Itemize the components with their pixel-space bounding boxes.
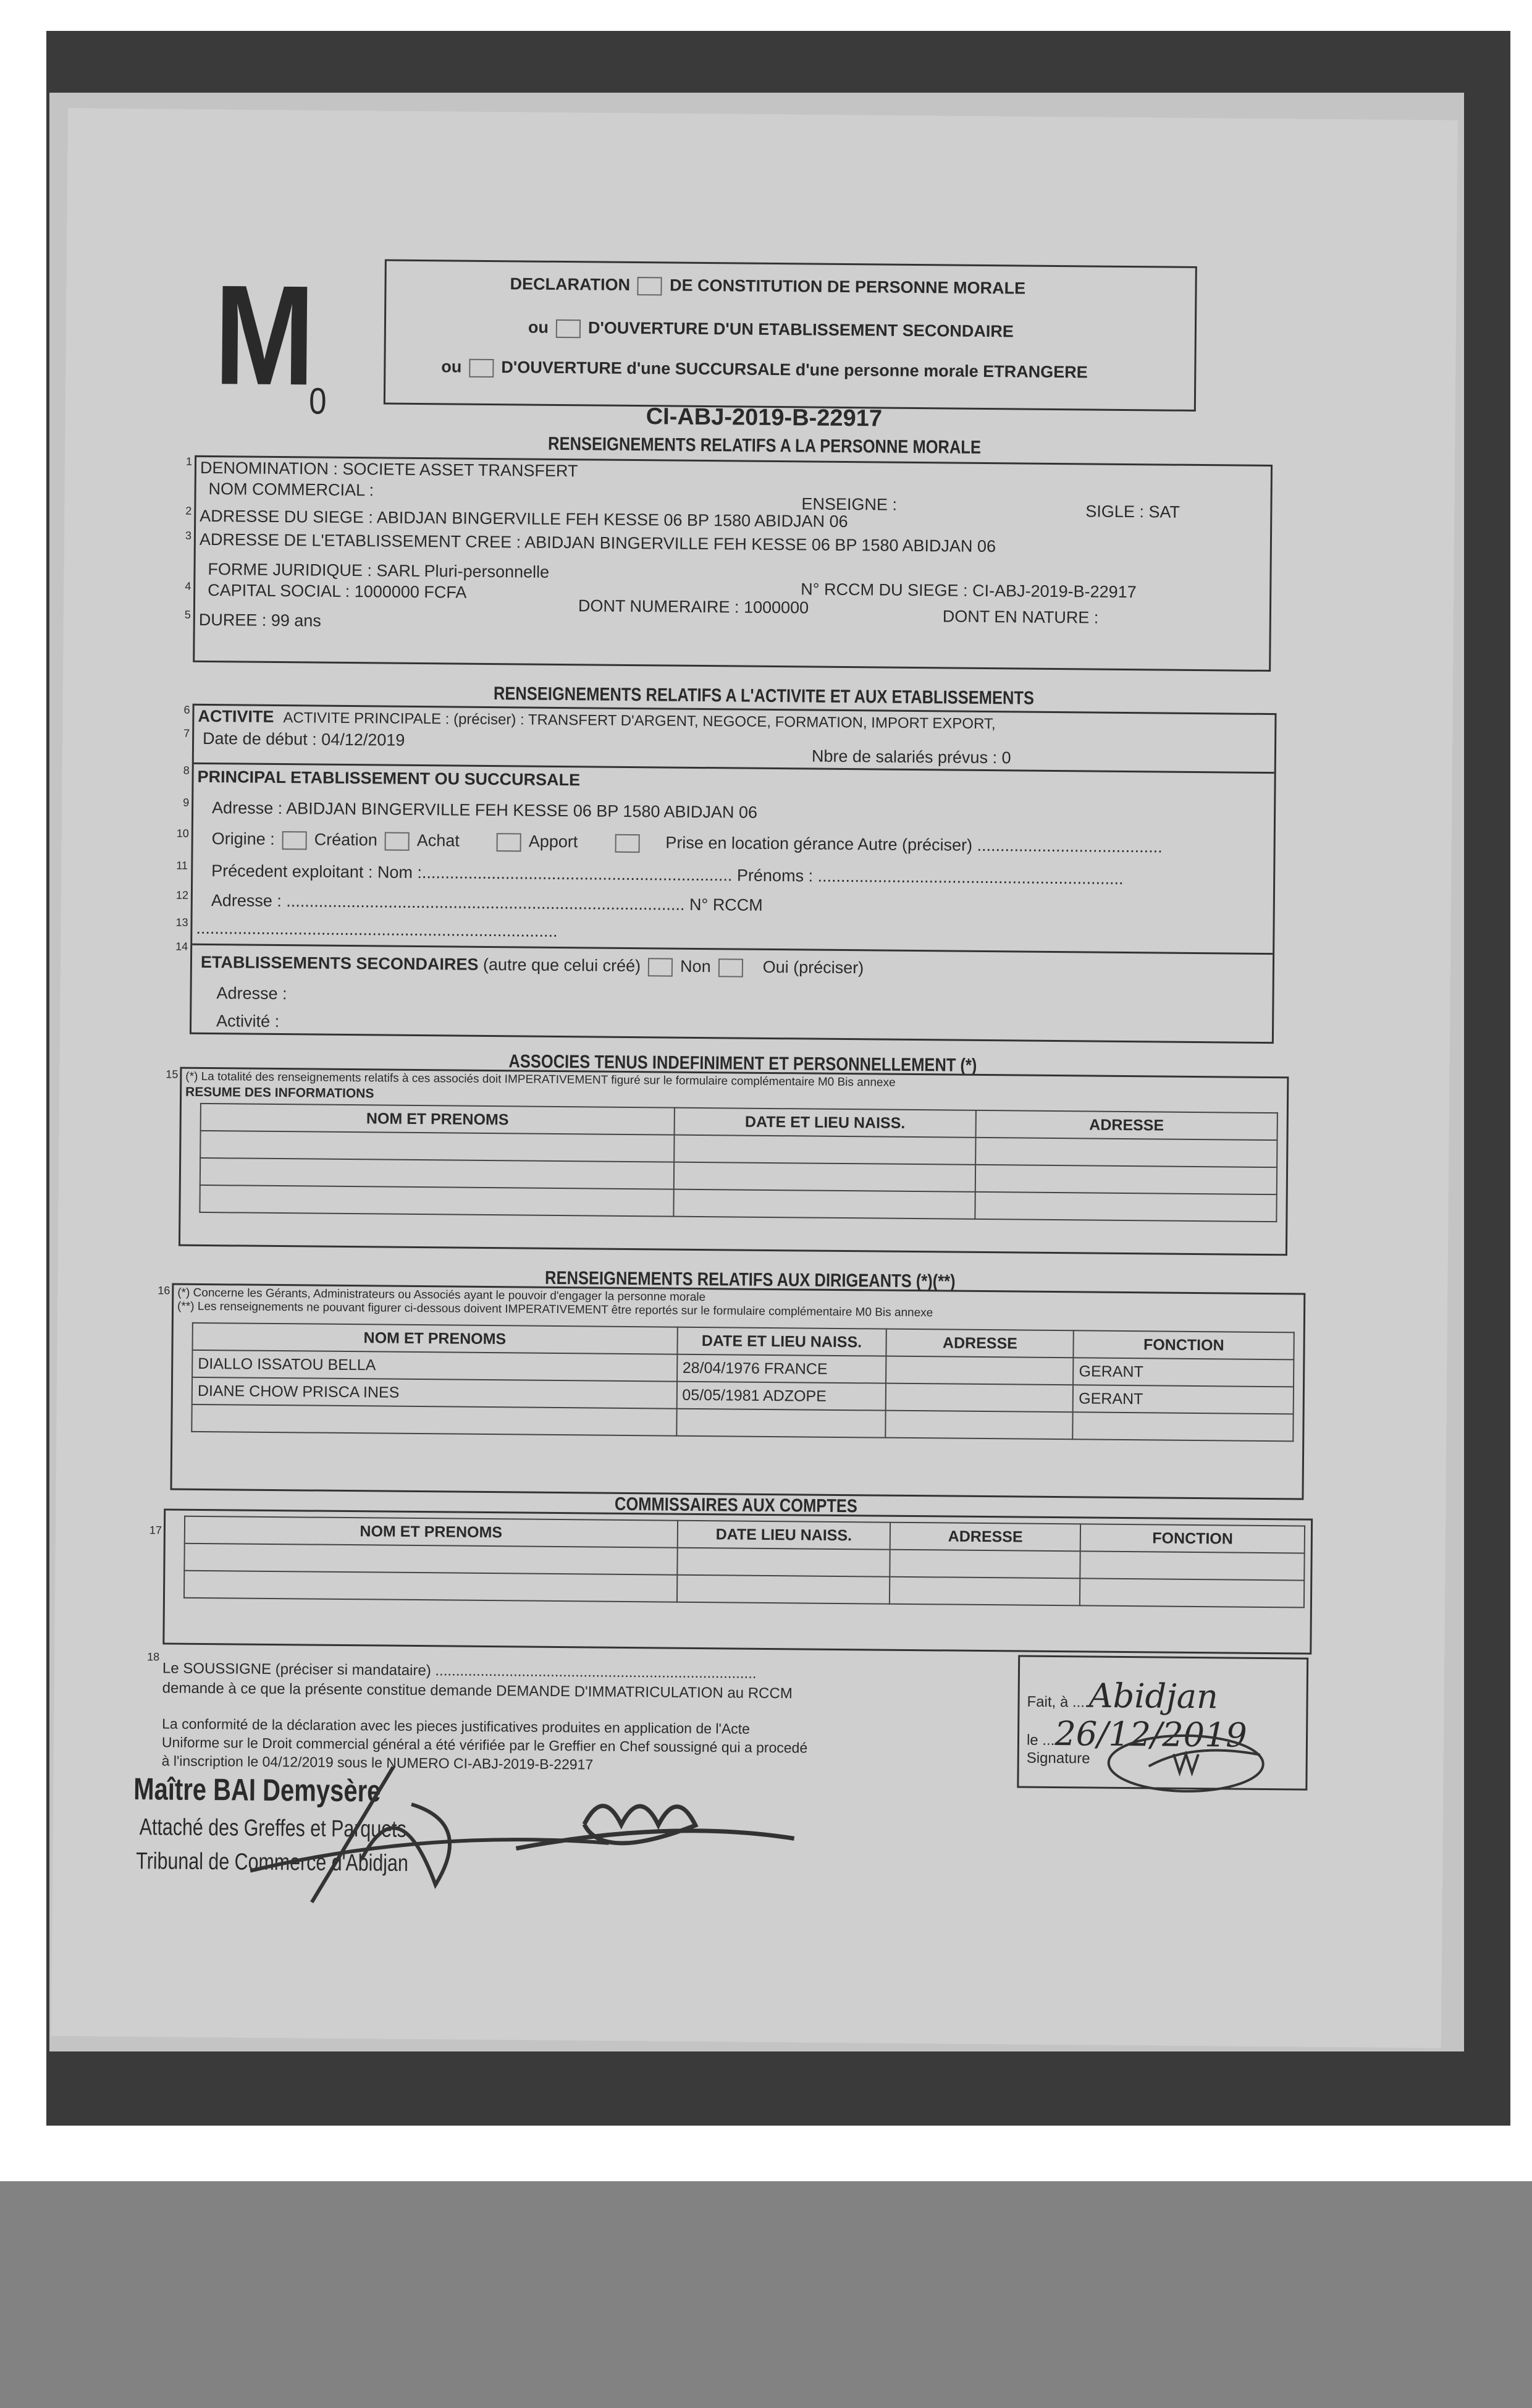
column-header: FONCTION [1080, 1524, 1305, 1553]
conformite-line-3: à l'inscription le 04/12/2019 sous le NUMERO CI-ABJ-2019-B-22917 [161, 1752, 594, 1773]
precedent-exploitant: Précedent exploitant : Nom :................................................................... Prénoms : .................................................................. [211, 861, 1124, 888]
checkbox-creation[interactable] [385, 832, 410, 850]
line-13: .............................................................................. [196, 918, 558, 940]
registrar-stamp-name: Maître BAI Demysère [133, 1772, 381, 1809]
origine-label: Origine : [211, 829, 275, 848]
line-number: 1 [185, 455, 193, 468]
duree: DUREE : 99 ans [198, 610, 322, 630]
signature-label: Signature [1026, 1749, 1090, 1767]
oui-label: Oui (préciser) [762, 957, 864, 978]
line-number: 18 [147, 1650, 160, 1663]
non-label: Non [680, 957, 711, 976]
capital-social: CAPITAL SOCIAL : 1000000 FCFA [208, 581, 467, 602]
checkbox-non[interactable] [718, 958, 743, 977]
date-debut: Date de début : 04/12/2019 [202, 729, 405, 750]
section-title-associes: ASSOCIES TENUS INDEFINIMENT ET PERSONNELLEMENT (*) [508, 1051, 977, 1076]
dont-nature: DONT EN NATURE : [942, 607, 1099, 627]
checkbox-constitution[interactable] [638, 277, 662, 295]
line-number: 10 [176, 827, 189, 840]
option-succursale: D'OUVERTURE d'une SUCCURSALE d'une personne morale ETRANGERE [501, 358, 1088, 382]
creation-label: Création [314, 830, 377, 850]
or-label: ou [528, 318, 549, 337]
line-number: 13 [175, 916, 188, 929]
checkbox-secondaires[interactable] [648, 958, 673, 976]
applicant-signature-icon [1099, 1729, 1285, 1799]
dirigeants-table [191, 1322, 1294, 1442]
prise-location-gerance: Prise en location gérance Autre (préciser) ........................................ [665, 833, 1163, 856]
checkbox-origine[interactable] [282, 831, 307, 850]
column-header: ADRESSE [975, 1110, 1277, 1140]
checkbox-achat[interactable] [497, 833, 521, 851]
commissaires-box [162, 1508, 1313, 1654]
line-number: 5 [184, 608, 191, 621]
salaries-prevus: Nbre de salariés prévus : 0 [811, 746, 1011, 767]
line-number: 11 [176, 859, 188, 872]
reference-number: CI-ABJ-2019-B-22917 [646, 403, 883, 432]
principal-adresse: Adresse : ABIDJAN BINGERVILLE FEH KESSE 06 BP 1580 ABIDJAN 06 [211, 798, 758, 822]
activite-label: ACTIVITE [198, 706, 274, 726]
checkbox-succursale[interactable] [469, 359, 494, 378]
adresse-siege: ADRESSE DU SIEGE : ABIDJAN BINGERVILLE FEH KESSE 06 BP 1580 ABIDJAN 06 [200, 506, 848, 531]
achat-label: Achat [416, 830, 460, 850]
section-title-personne-morale: RENSEIGNEMENTS RELATIFS A LA PERSONNE MORALE [547, 433, 982, 458]
dirigeant-adresse [886, 1384, 1073, 1413]
secondaires-note: (autre que celui créé) [482, 955, 641, 976]
dirigeant-fonction: GERANT [1073, 1358, 1294, 1387]
conformite-line-2: Uniforme sur le Droit commercial général a été vérifiée par le Greffier en Chef soussigné qui a procedé [161, 1734, 808, 1756]
section-title-commissaires: COMMISSAIRES AUX COMPTES [614, 1493, 858, 1517]
line-number: 12 [175, 889, 189, 902]
resume-informations: RESUME DES INFORMATIONS [185, 1084, 374, 1101]
fait-value: Abidjan [1088, 1676, 1219, 1717]
commissaires-table [183, 1516, 1305, 1608]
scan-bottom-margin [0, 2181, 1532, 2408]
line-number: 9 [183, 796, 190, 809]
column-header: ADRESSE [886, 1329, 1074, 1358]
sigle: SIGLE : SAT [1085, 502, 1181, 522]
enseigne: ENSEIGNE : [801, 494, 898, 514]
associes-box [179, 1067, 1289, 1256]
line-number: 17 [149, 1524, 162, 1537]
rccm-siege: N° RCCM DU SIEGE : CI-ABJ-2019-B-22917 [801, 580, 1137, 602]
section-title-dirigeants: RENSEIGNEMENTS RELATIFS AUX DIRIGEANTS (*)(**) [544, 1267, 956, 1292]
column-header: DATE ET LIEU NAISS. [674, 1108, 975, 1138]
date-label: le ... [1026, 1731, 1055, 1749]
line-number: 16 [158, 1284, 170, 1297]
line-number: 15 [166, 1068, 179, 1081]
form-m0-page [51, 108, 1458, 2048]
denomination: DENOMINATION : SOCIETE ASSET TRANSFERT [200, 458, 578, 481]
column-header: DATE ET LIEU NAISS. [677, 1327, 886, 1356]
adresse-etablissement: ADRESSE DE L'ETABLISSEMENT CREE : ABIDJAN BINGERVILLE FEH KESSE 06 BP 1580 ABIDJAN 06 [199, 530, 996, 556]
checkbox-etablissement[interactable] [556, 319, 581, 338]
fait-label: Fait, à .... [1027, 1693, 1089, 1711]
dirigeants-note-2: (**) Les renseignements ne pouvant figurer ci-dessous doivent IMPERATIVEMENT être reportés sur le formulaire complémentaire M0 Bis annexe [177, 1299, 933, 1320]
dirigeant-nom: DIANE CHOW PRISCA INES [192, 1377, 677, 1409]
demande: demande à ce que la présente constitue demande DEMANDE D'IMMATRICULATION au RCCM [162, 1679, 793, 1702]
personne-morale-box [193, 455, 1273, 672]
column-header: ADRESSE [890, 1523, 1081, 1552]
line-number: 3 [185, 529, 192, 542]
precedent-adresse: Adresse : ...................................................................................... N° RCCM [211, 891, 763, 915]
option-etablissement: D'OUVERTURE D'UN ETABLISSEMENT SECONDAIRE [587, 318, 1014, 341]
line-number: 2 [185, 504, 192, 517]
line-number: 8 [183, 764, 190, 777]
declaration-box [384, 259, 1197, 411]
date-value: 26/12/2019 [1054, 1714, 1247, 1755]
associes-table [199, 1103, 1277, 1222]
declaration-label: DECLARATION [510, 274, 631, 294]
soussigne: Le SOUSSIGNE (préciser si mandataire) .............................................................................. [162, 1660, 757, 1682]
secondaire-adresse: Adresse : [216, 984, 287, 1003]
column-header: NOM ET PRENOMS [192, 1323, 677, 1354]
conformite-line-1: La conformité de la déclaration avec les pieces justificatives produites en application de l'Acte [162, 1715, 751, 1737]
dirigeant-naissance: 28/04/1976 FRANCE [677, 1354, 886, 1384]
form-logo: $M_0$ [213, 255, 327, 422]
checkbox-apport[interactable] [615, 834, 639, 853]
associes-note: (*) La totalité des renseignements relatifs à ces associés doit IMPERATIVEMENT figuré sur le formulaire complémentaire M0 Bis annexe [185, 1070, 896, 1089]
activite-box [190, 704, 1277, 1044]
secondaires-title: ETABLISSEMENTS SECONDAIRES [200, 952, 479, 974]
activite-principale: ACTIVITE PRINCIPALE : (préciser) : TRANSFERT D'ARGENT, NEGOCE, FORMATION, IMPORT EXPORT, [283, 709, 996, 733]
line-number: 4 [185, 580, 192, 593]
dirigeant-naissance: 05/05/1981 ADZOPE [676, 1382, 886, 1411]
dont-numeraire: DONT NUMERAIRE : 1000000 [578, 596, 809, 617]
line-number: 7 [183, 727, 190, 740]
apport-label: Apport [528, 832, 578, 851]
secondaire-activite: Activité : [216, 1012, 280, 1031]
column-header: NOM ET PRENOMS [201, 1104, 675, 1135]
dirigeants-note-1: (*) Concerne les Gérants, Administrateurs ou Associés ayant le pouvoir d'engager la personne morale [177, 1286, 706, 1304]
dirigeant-nom: DIALLO ISSATOU BELLA [192, 1350, 677, 1382]
or-label: ou [441, 357, 462, 376]
registrar-stamp-title: Attaché des Greffes et Parquets [139, 1814, 406, 1843]
column-header: FONCTION [1074, 1330, 1294, 1359]
nom-commercial: NOM COMMERCIAL : [208, 479, 374, 500]
principal-etablissement-title: PRINCIPAL ETABLISSEMENT OU SUCCURSALE [197, 767, 581, 790]
dirigeants-box [170, 1283, 1305, 1500]
line-number: 6 [183, 703, 190, 716]
dirigeant-fonction: GERANT [1073, 1385, 1294, 1414]
signature-box [1017, 1655, 1308, 1791]
registrar-signature-icon [238, 1747, 857, 1914]
column-header: DATE LIEU NAISS. [677, 1521, 890, 1550]
section-title-activite: RENSEIGNEMENTS RELATIFS A L'ACTIVITE ET AUX ETABLISSEMENTS [493, 683, 1035, 709]
line-number: 14 [175, 940, 188, 953]
divider [192, 944, 1273, 955]
dirigeant-adresse [886, 1356, 1073, 1385]
column-header: NOM ET PRENOMS [185, 1516, 678, 1548]
forme-juridique: FORME JURIDIQUE : SARL Pluri-personnelle [208, 560, 550, 581]
registrar-stamp-court: Tribunal de Commerce d'Abidjan [136, 1848, 409, 1877]
option-constitution: DE CONSTITUTION DE PERSONNE MORALE [669, 276, 1026, 298]
